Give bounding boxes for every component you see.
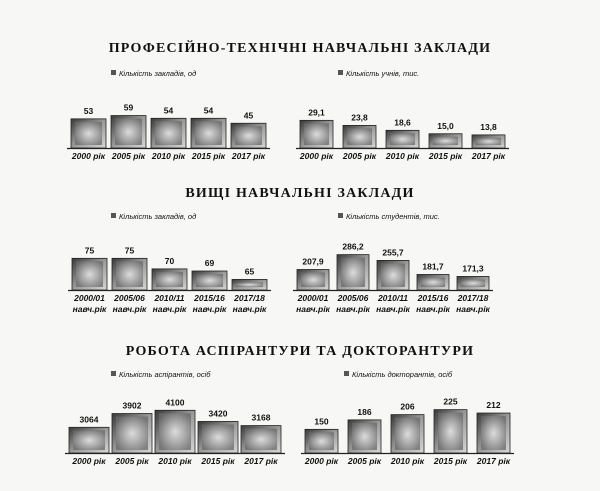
- section-title-postgraduate: РОБОТА АСПІРАНТУРИ ТА ДОКТОРАНТУРИ: [125, 344, 475, 359]
- chart-bar-group: [348, 420, 381, 453]
- chart-category-label: 2015/16: [194, 293, 225, 303]
- chart-category-label: 2000/01: [74, 293, 105, 303]
- chart-category-label: 2017 рік: [231, 151, 266, 161]
- chart-value-label: 65: [244, 266, 255, 277]
- chart-bar-bevel: [438, 413, 463, 450]
- chart-value-label: 255,7: [382, 247, 404, 258]
- chart-value-label: 3064: [79, 414, 99, 425]
- chart-category-label: навч.рік: [112, 304, 147, 314]
- chart-value-label: 3168: [251, 412, 271, 423]
- chart-category-label: навч.рік: [152, 304, 187, 314]
- chart-value-label: 75: [84, 245, 95, 256]
- chart-bar-bevel: [352, 423, 377, 450]
- chart-value-label: 70: [164, 255, 175, 266]
- section-title-vocational: ПРОФЕСІЙНО-ТЕХНІЧНІ НАВЧАЛЬНІ ЗАКЛАДИ: [108, 41, 492, 56]
- chart-value-label: 18,6: [394, 117, 411, 128]
- chart-category-label: 2017 рік: [476, 456, 511, 466]
- chart-bar-group: [305, 429, 338, 453]
- chart-value-label: 4100: [165, 397, 185, 408]
- chart-value-label: 15,0: [437, 120, 454, 131]
- chart-category-label: 2010/11: [377, 293, 409, 303]
- chart-value-label: 13,8: [480, 121, 497, 132]
- chart-category-label: навч.рік: [376, 304, 410, 314]
- chart-category-label: 2005 рік: [111, 151, 146, 161]
- legend-label: Кількість закладів, од: [119, 69, 197, 78]
- chart-value-label: 54: [203, 105, 214, 116]
- chart-category-label: 2017/18: [457, 293, 489, 303]
- chart-category-label: 2017 рік: [471, 151, 506, 161]
- chart-bar-bevel: [395, 418, 420, 450]
- chart-category-label: 2000 рік: [71, 151, 106, 161]
- chart-value-label: 181,7: [422, 261, 444, 272]
- chart-category-label: 2010 рік: [390, 456, 425, 466]
- chart-bar-bevel: [309, 432, 334, 450]
- chart-value-label: 206: [400, 401, 415, 412]
- chart-category-label: навч.рік: [232, 304, 267, 314]
- chart-category-label: 2000 рік: [72, 456, 106, 466]
- legend-label: Кількість докторантів, осіб: [352, 370, 453, 379]
- chart-value-label: 29,1: [308, 107, 325, 118]
- chart-category-label: 2015 рік: [433, 456, 468, 466]
- chart-category-label: 2010 рік: [158, 456, 192, 466]
- chart-bar-group: [477, 413, 510, 453]
- chart-value-label: 59: [123, 102, 134, 113]
- chart-value-label: 75: [124, 245, 135, 256]
- chart-category-label: навч.рік: [416, 304, 450, 314]
- chart-category-label: навч.рік: [72, 304, 107, 314]
- chart-category-label: 2005/06: [337, 293, 369, 303]
- chart-value-label: 69: [204, 258, 215, 268]
- chart-bar-group: [391, 415, 424, 453]
- legend-label: Кількість студентів, тис.: [346, 212, 440, 221]
- chart-category-label: навч.рік: [456, 304, 490, 314]
- chart-value-label: 150: [314, 416, 329, 427]
- chart-value-label: 3420: [208, 408, 228, 419]
- chart-category-label: 2005 рік: [115, 456, 149, 466]
- chart-legend: [344, 370, 453, 379]
- chart-value-label: 54: [163, 105, 174, 116]
- chart-category-label: 2017 рік: [244, 456, 278, 466]
- chart-category-label: навч.рік: [192, 304, 227, 314]
- chart-category-label: 2010 рік: [385, 151, 420, 161]
- chart-category-label: навч.рік: [296, 304, 330, 314]
- chart-value-label: 23,8: [351, 112, 368, 123]
- chart-category-label: 2000 рік: [299, 151, 334, 161]
- section-title-higher-education: ВИЩІ НАВЧАЛЬНІ ЗАКЛАДИ: [185, 186, 415, 201]
- chart-value-label: 3902: [122, 400, 142, 411]
- chart-bar-group: [434, 410, 467, 453]
- chart-category-label: 2005/06: [114, 293, 145, 303]
- chart-value-label: 207,9: [302, 256, 324, 267]
- legend-label: Кількість учнів, тис.: [346, 69, 420, 78]
- chart-value-label: 225: [443, 396, 458, 407]
- chart-value-label: 286,2: [342, 241, 364, 252]
- chart-category-label: 2010 рік: [151, 151, 186, 161]
- chart-category-label: 2015 рік: [191, 151, 226, 161]
- chart-bar-bevel: [481, 416, 506, 450]
- chart-category-label: навч.рік: [336, 304, 370, 314]
- chart-value-label: 186: [357, 406, 372, 417]
- chart-category-label: 2015 рік: [201, 456, 235, 466]
- chart-value-label: 212: [486, 400, 501, 411]
- chart-category-label: 2010/11: [154, 293, 185, 303]
- legend-label: Кількість аспірантів, осіб: [119, 370, 211, 379]
- chart-value-label: 171,3: [462, 263, 484, 274]
- legend-swatch: [344, 371, 349, 376]
- chart-category-label: 2015/16: [417, 293, 449, 303]
- chart-category-label: 2017/18: [234, 293, 265, 303]
- chart-value-label: 53: [83, 105, 94, 116]
- chart-category-label: 2000/01: [297, 293, 329, 303]
- chart-value-label: 45: [243, 110, 254, 121]
- legend-label: Кількість закладів, од: [119, 212, 197, 221]
- chart-category-label: 2015 рік: [428, 151, 463, 161]
- chart-category-label: 2005 рік: [347, 456, 382, 466]
- chart-category-label: 2000 рік: [304, 456, 339, 466]
- chart-category-label: 2005 рік: [342, 151, 377, 161]
